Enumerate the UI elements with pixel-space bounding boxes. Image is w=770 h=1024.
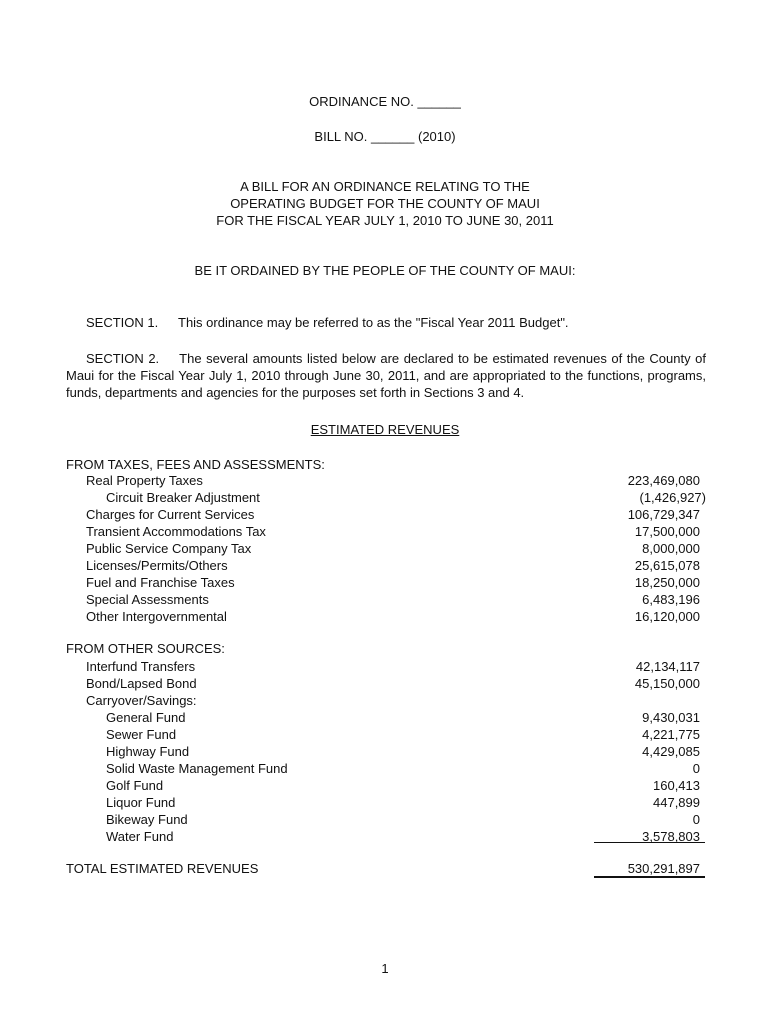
revenue-amount: 0 bbox=[692, 761, 700, 776]
revenue-amount: 160,413 bbox=[653, 778, 700, 793]
total-rule bbox=[594, 876, 705, 878]
revenue-label: Bond/Lapsed Bond bbox=[86, 676, 197, 691]
revenue-label: Licenses/Permits/Others bbox=[86, 558, 228, 573]
revenue-amount: 106,729,347 bbox=[627, 507, 700, 522]
bill-title bbox=[0, 178, 770, 229]
revenue-label: Water Fund bbox=[106, 829, 174, 844]
bill-title-line: A BILL FOR AN ORDINANCE RELATING TO THE bbox=[240, 179, 530, 194]
revenue-amount: 9,430,031 bbox=[642, 710, 700, 725]
revenue-row bbox=[66, 557, 700, 574]
revenue-row bbox=[66, 658, 700, 675]
revenue-amount: 16,120,000 bbox=[634, 609, 700, 624]
revenue-row bbox=[66, 726, 700, 743]
revenue-row bbox=[66, 692, 700, 709]
revenue-amount: 4,221,775 bbox=[642, 727, 700, 742]
revenue-label: General Fund bbox=[106, 710, 186, 725]
revenue-amount: 8,000,000 bbox=[642, 541, 700, 556]
section-2-label: SECTION 2. bbox=[86, 351, 160, 366]
section-2-paragraph bbox=[66, 350, 706, 401]
revenue-label: Public Service Company Tax bbox=[86, 541, 252, 556]
subtotal-rule bbox=[594, 842, 705, 843]
taxes-heading: FROM TAXES, FEES AND ASSESSMENTS: bbox=[66, 457, 325, 472]
revenue-label: Carryover/Savings: bbox=[86, 693, 197, 708]
revenue-amount: (1,426,927) bbox=[639, 490, 706, 505]
revenue-row bbox=[66, 675, 700, 692]
revenue-label: Special Assessments bbox=[86, 592, 209, 607]
revenue-label: Charges for Current Services bbox=[86, 507, 255, 522]
revenue-row bbox=[66, 506, 700, 523]
section-1-label: SECTION 1. bbox=[86, 315, 159, 330]
revenue-amount: 223,469,080 bbox=[627, 473, 700, 488]
revenue-label: Fuel and Franchise Taxes bbox=[86, 575, 235, 590]
revenue-label: Bikeway Fund bbox=[106, 812, 188, 827]
section-2-text: The several amounts listed below are declared to be estimated revenues of the County of Maui for the Fiscal Year July 1, 2010 through June 30, 2011, and are appropriated to the functions, programs, funds, departments and agencies for the purposes set forth in Sections 3 and 4. bbox=[66, 351, 706, 400]
enacting-clause: BE IT ORDAINED BY THE PEOPLE OF THE COUNTY OF MAUI: bbox=[194, 263, 576, 278]
revenue-amount: 3,578,803 bbox=[642, 829, 700, 844]
revenue-row bbox=[66, 777, 700, 794]
revenue-row bbox=[66, 523, 700, 540]
revenue-label: Liquor Fund bbox=[106, 795, 176, 810]
revenue-amount: 18,250,000 bbox=[634, 575, 700, 590]
bill-number: BILL NO. ______ (2010) bbox=[314, 129, 456, 144]
revenue-row bbox=[66, 472, 700, 489]
revenue-amount: 17,500,000 bbox=[634, 524, 700, 539]
ordinance-number: ORDINANCE NO. ______ bbox=[309, 94, 461, 109]
revenue-label: Highway Fund bbox=[106, 744, 190, 759]
revenue-amount: 25,615,078 bbox=[634, 558, 700, 573]
total-amount: 530,291,897 bbox=[627, 861, 700, 876]
estimated-revenues-heading: ESTIMATED REVENUES bbox=[310, 422, 460, 437]
revenue-label: Transient Accommodations Tax bbox=[86, 524, 266, 539]
revenue-amount: 447,899 bbox=[653, 795, 700, 810]
revenue-row bbox=[66, 540, 700, 557]
revenue-label: Sewer Fund bbox=[106, 727, 177, 742]
revenue-amount: 45,150,000 bbox=[634, 676, 700, 691]
other-sources-heading: FROM OTHER SOURCES: bbox=[66, 641, 225, 656]
revenue-row bbox=[66, 574, 700, 591]
revenue-label: Real Property Taxes bbox=[86, 473, 203, 488]
bill-title-line: OPERATING BUDGET FOR THE COUNTY OF MAUI bbox=[230, 196, 540, 211]
revenue-label: Interfund Transfers bbox=[86, 659, 196, 674]
revenue-row bbox=[66, 743, 700, 760]
revenue-amount: 6,483,196 bbox=[642, 592, 700, 607]
revenue-row bbox=[66, 794, 700, 811]
total-label: TOTAL ESTIMATED REVENUES bbox=[66, 861, 259, 876]
section-1-text: This ordinance may be referred to as the "Fiscal Year 2011 Budget". bbox=[178, 315, 569, 330]
revenue-label: Golf Fund bbox=[106, 778, 164, 793]
revenue-row bbox=[66, 811, 700, 828]
revenue-amount: 42,134,117 bbox=[635, 659, 700, 674]
revenue-amount: 0 bbox=[692, 812, 700, 827]
bill-title-line: FOR THE FISCAL YEAR JULY 1, 2010 TO JUNE 30, 2011 bbox=[216, 213, 554, 228]
revenue-row bbox=[66, 489, 706, 506]
revenue-row bbox=[66, 709, 700, 726]
revenue-row bbox=[66, 608, 700, 625]
total-row bbox=[66, 860, 700, 877]
revenue-label: Solid Waste Management Fund bbox=[106, 761, 288, 776]
revenue-label: Other Intergovernmental bbox=[86, 609, 227, 624]
revenue-row bbox=[66, 760, 700, 777]
revenue-row bbox=[66, 591, 700, 608]
revenue-amount: 4,429,085 bbox=[642, 744, 700, 759]
revenue-label: Circuit Breaker Adjustment bbox=[106, 490, 260, 505]
page-number: 1 bbox=[381, 961, 389, 976]
